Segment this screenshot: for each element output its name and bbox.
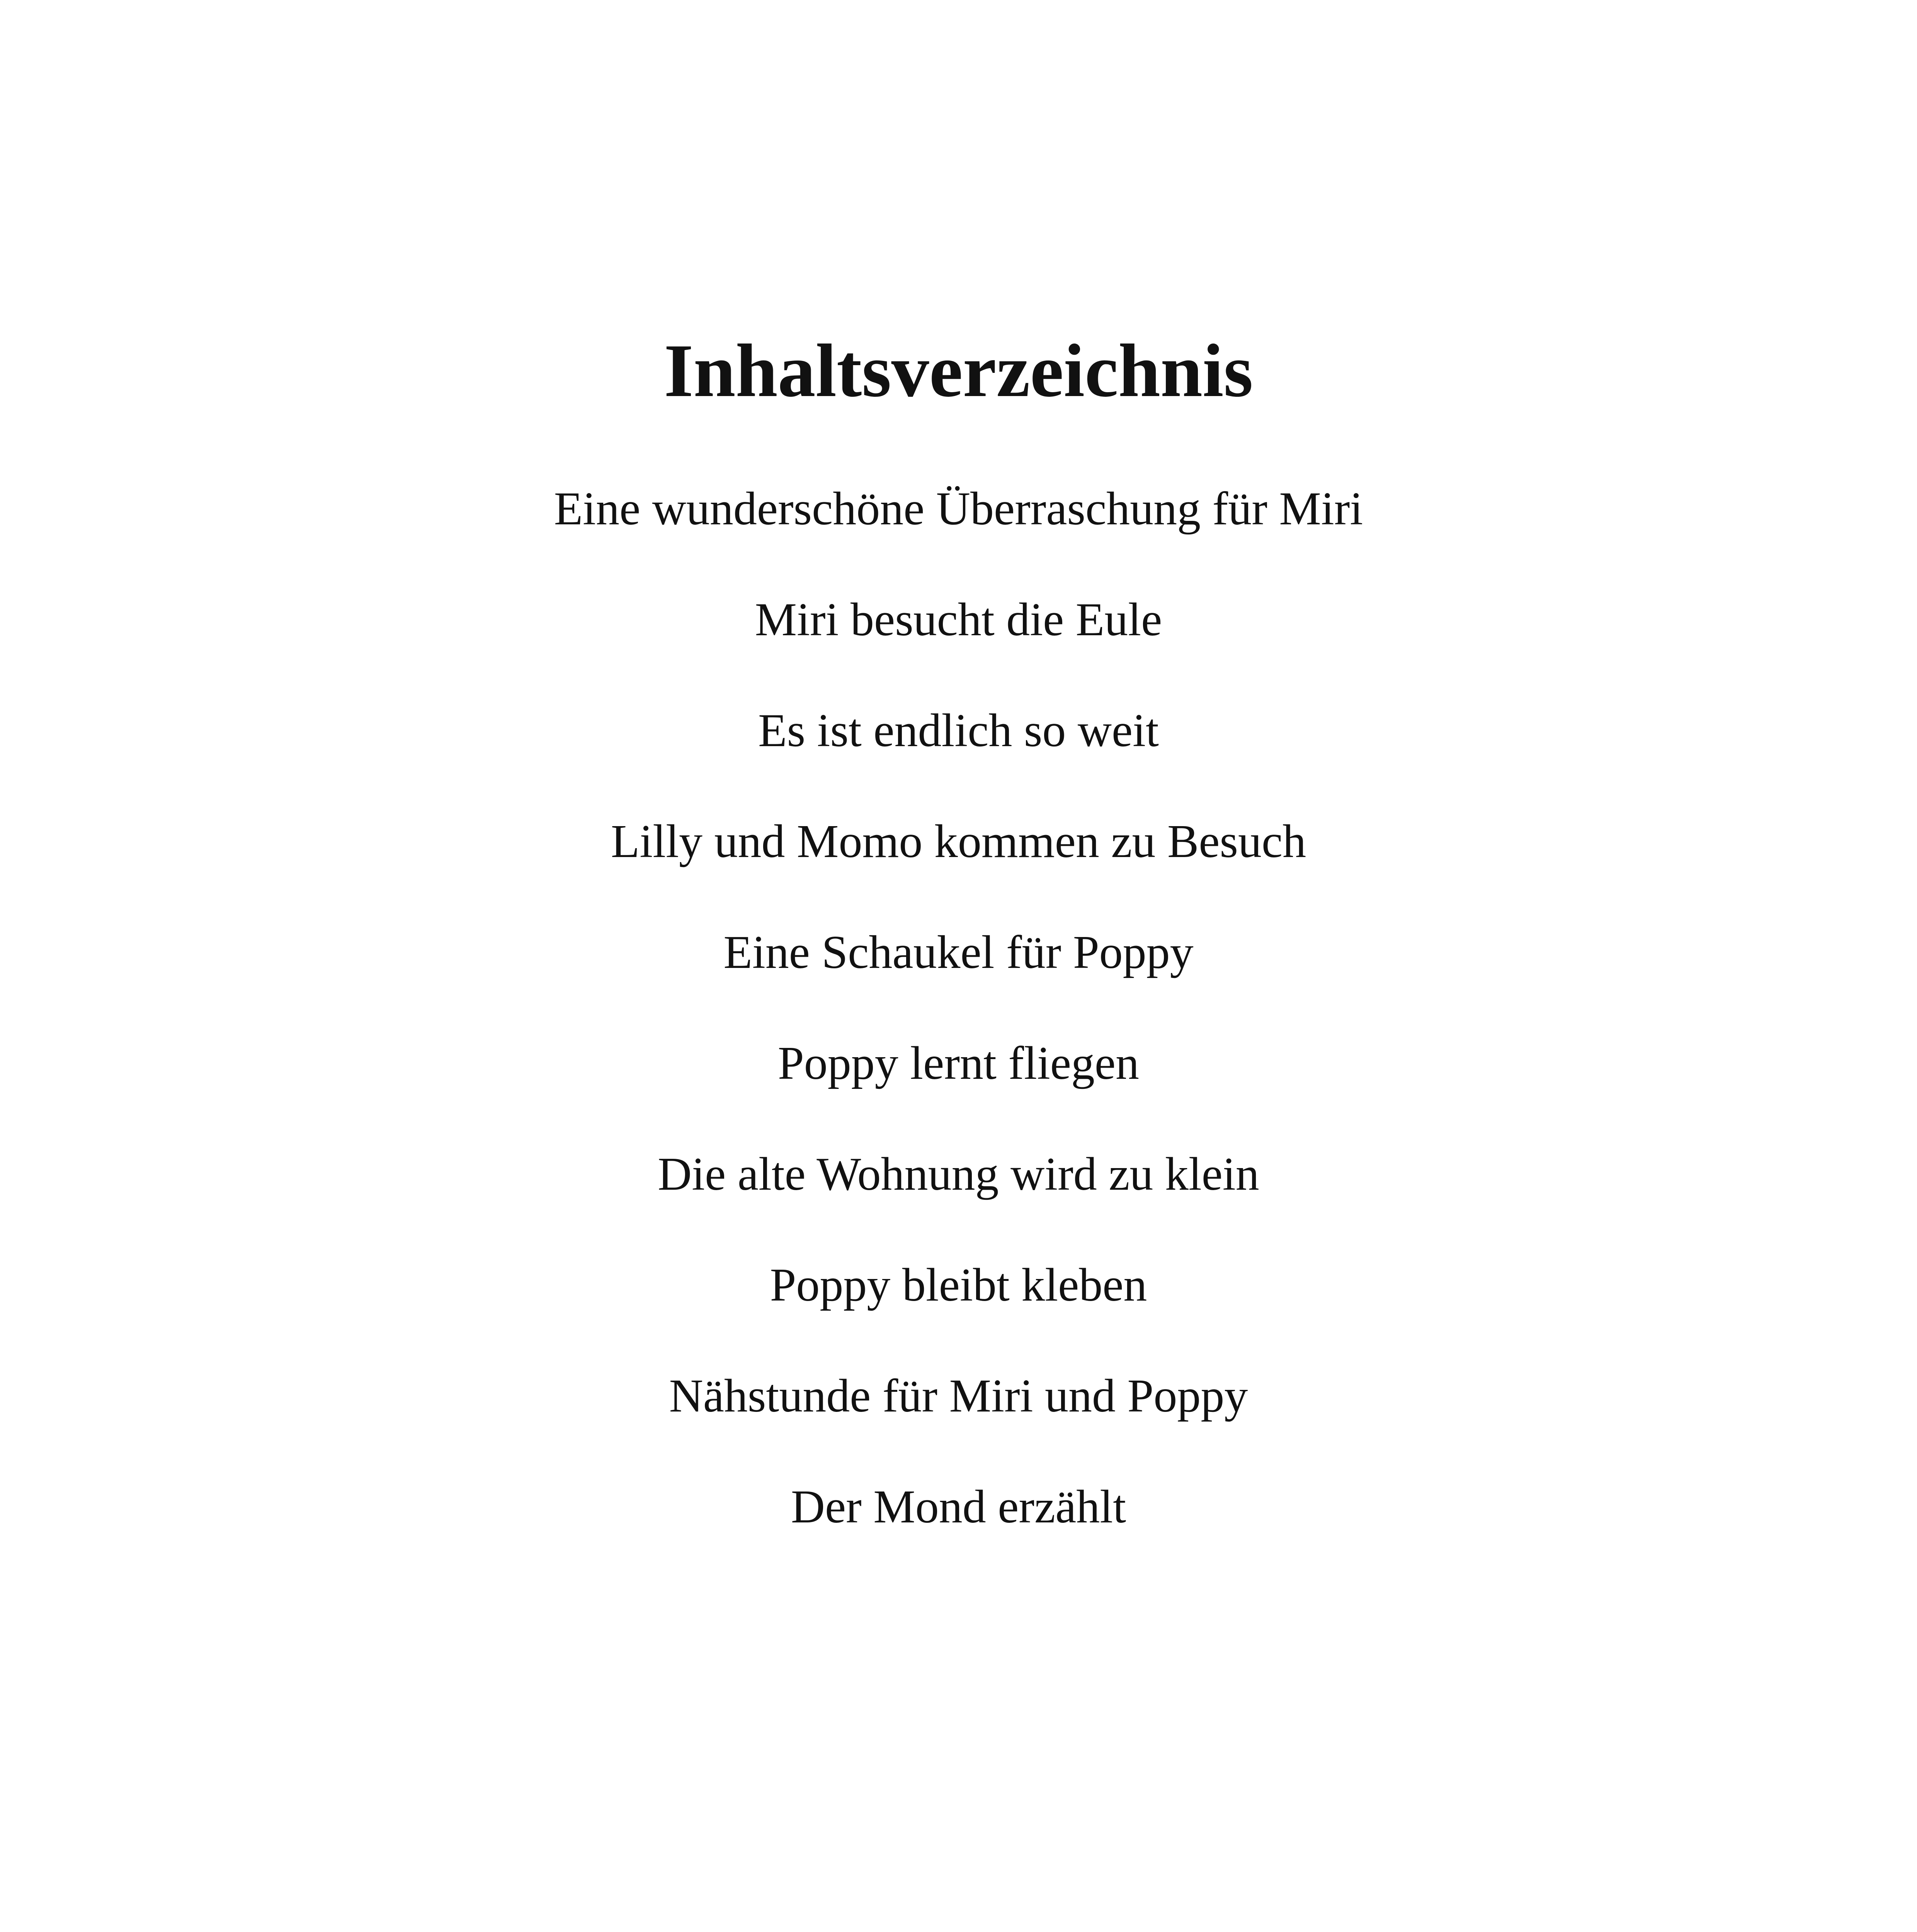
toc-entry: Nähstunde für Miri und Poppy: [669, 1370, 1248, 1422]
toc-entry: Lilly und Momo kommen zu Besuch: [611, 815, 1306, 867]
page-title: Inhaltsverzeichnis: [664, 329, 1253, 413]
toc-entry: Es ist endlich so weit: [758, 704, 1159, 757]
toc-entry: Der Mond erzählt: [791, 1481, 1126, 1533]
toc-entry: Eine wunderschöne Überraschung für Miri: [554, 483, 1363, 535]
toc-entry: Die alte Wohnung wird zu klein: [658, 1148, 1259, 1200]
table-of-contents: [0, 480, 1917, 1589]
toc-entry: Poppy bleibt kleben: [770, 1259, 1147, 1311]
toc-entry: Miri besucht die Eule: [755, 594, 1162, 646]
toc-entry: Eine Schaukel für Poppy: [723, 926, 1194, 978]
toc-entry: Poppy lernt fliegen: [777, 1037, 1140, 1089]
